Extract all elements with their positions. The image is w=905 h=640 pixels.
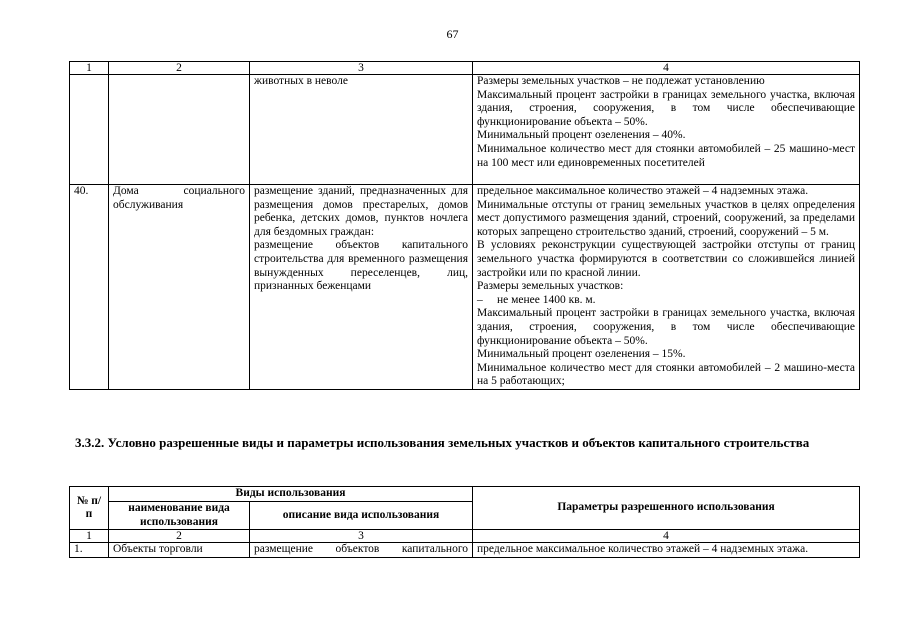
column-number-row [70,62,860,75]
use-parameters: предельное максимальное количество этажей – 4 надземных этажа. [473,543,860,558]
col-num-4: 4 [473,62,860,75]
page-number: 67 [446,27,459,41]
table-row [70,543,860,558]
param-line: Максимальный процент застройки в границах земельного участка, включая здания, строения, сооружения, в том числе обеспечивающие функционирование объекта – 50%. [477,88,855,128]
param-line: Максимальный процент застройки в границах земельного участка, включая здания, строения, сооружения, в том числе обеспечивающие функционирование объекта – 50%. [477,307,855,347]
col-num-3: 3 [250,62,473,75]
col-num-2: 2 [109,530,250,543]
table-row [70,75,860,185]
use-name [109,75,250,185]
use-description [250,185,473,390]
col-num-4: 4 [473,530,860,543]
param-line: Размеры земельных участков – не подлежат установлению [477,75,765,87]
row-number [70,75,109,185]
header-row-group [70,487,860,502]
param-line: Минимальное количество мест для стоянки автомобилей – 2 машино-места на 5 работающих; [477,361,855,388]
header-use-name: наименование вида использования [109,502,250,530]
param-line: Минимальный процент озеленения – 15%. [477,348,686,361]
dash-bullet: – [477,293,483,306]
section-heading: 3.3.2. Условно разрешенные виды и параметры использования земельных участков и объектов капитального строительства [75,435,810,450]
header-parameters: Параметры разрешенного использования [473,487,860,530]
col-num-3: 3 [250,530,473,543]
param-line: Минимальные отступы от границ земельных участков в целях определения мест допустимого размещения зданий, строений, сооружений, за пределами которых запрещено строительство зданий, строений, сооружений – 5 м. [477,198,855,238]
param-bullet-line [477,294,855,308]
desc-line: размещение зданий, предназначенных для размещения домов престарелых, домов ребенка, детских домов, пунктов ночлега для бездомных граждан: [254,185,468,238]
conditional-use-table [69,486,860,558]
row-number: 1. [70,543,109,558]
use-parameters [473,75,860,185]
use-parameters [473,185,860,390]
header-use-types: Виды использования [109,487,473,502]
land-use-table-continued [69,61,860,390]
param-line: Минимальный процент озеленения – 40%. [477,129,686,142]
header-number: № п/п [70,487,109,530]
col-num-2: 2 [109,62,250,75]
param-line: В условиях реконструкции существующей застройки отступы от границ земельного участка формируются в соответствии со сложившейся линией застройки или по красной линии. [477,239,855,279]
use-name: Дома социального обслуживания [109,185,250,390]
table-row [70,185,860,390]
use-name: Объекты торговли [109,543,250,558]
col-num-1: 1 [70,62,109,75]
param-line: Размеры земельных участков: [477,280,624,293]
header-use-description: описание вида использования [250,502,473,530]
param-bullet-text: не менее 1400 кв. м. [497,293,596,306]
use-description: размещение объектов капитального [250,543,473,558]
desc-line: размещение объектов капитального строительства для временного размещения вынужденных переселенцев, лиц, признанных беженцами [254,239,468,293]
param-line: предельное максимальное количество этажей – 4 надземных этажа. [477,185,809,197]
column-number-row [70,530,860,543]
col-num-1: 1 [70,530,109,543]
use-description: животных в неволе [250,75,473,185]
param-line: Минимальное количество мест для стоянки автомобилей – 25 машино-мест на 100 мест или единовременных посетителей [477,142,855,169]
row-number: 40. [70,185,109,390]
